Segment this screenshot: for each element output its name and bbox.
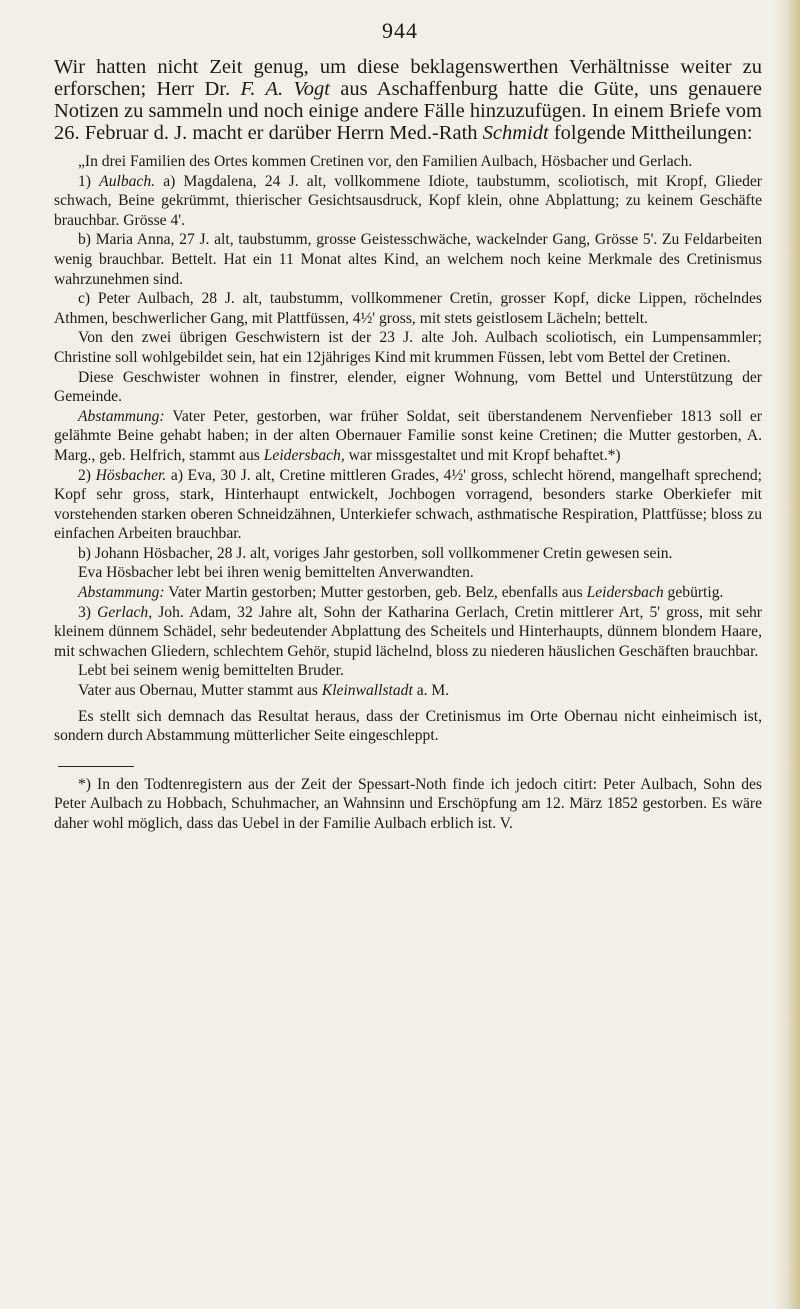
intro-text-3: folgende Mittheilungen:: [548, 122, 753, 144]
place-name: Kleinwallstadt: [321, 682, 413, 700]
paragraph-text: a) Eva, 30 J. alt, Cretine mittleren Grades, 4½' gross, schlecht hörend, mangelhaft sprechend; Kopf sehr gross, stark, Hinterhaupt entwickelt, Jochbogen vorragend, besonders starke Oberkiefer mit vorstehenden starken oberen Schneidzähnen, Unterkiefer schwach, asthmatische Respiration, Plattfüsse; bloss zu einfachen Arbeiten brauchbar.: [54, 466, 762, 543]
footnote: *) In den Todtenregistern aus der Zeit der Spessart-Noth finde ich jedoch citirt: Peter Aulbach, Sohn des Peter Aulbach zu Hobbach, Schuhmacher, an Wahnsinn und Erschöpfung am 12. März 1852 gestorben. Es wäre daher wohl möglich, dass das Uebel in der Familie Aulbach erblich ist. V.: [54, 775, 762, 832]
paragraph-text: c) Peter Aulbach, 28 J. alt, taubstumm, vollkommener Cretin, grosser Kopf, dicke Lippen, röchelndes Athmen, beschwerlicher Gang, mit Plattfüssen, 4½' gross, mit stets geistlosem Lächeln; bettelt.: [54, 290, 762, 327]
section-heading: Gerlach,: [97, 603, 153, 621]
body-paragraph: [54, 707, 762, 746]
page-content: [54, 56, 762, 834]
body-paragraph: [54, 152, 762, 172]
paragraph-text: Es stellt sich demnach das Resultat heraus, dass der Cretinismus im Orte Obernau nicht einheimisch ist, sondern durch Abstammung mütterlicher Seite eingeschleppt.: [54, 707, 762, 745]
paragraph-text: Von den zwei übrigen Geschwistern ist der 23 J. alte Joh. Aulbach scoliotisch, ein Lumpensammler; Christine soll wohlgebildet sein, hat ein 12jähriges Kind mit krummen Füssen, lebt vom Bettel der Cretinen.: [54, 329, 762, 366]
body-paragraph: [54, 407, 762, 466]
body-paragraph: [54, 172, 762, 231]
place-name: Leidersbach: [586, 584, 664, 602]
body-paragraph: [54, 466, 762, 544]
body-paragraph: [54, 681, 762, 701]
paragraph-tail: war missgestaltet und mit Kropf behaftet.*): [344, 446, 621, 464]
paragraph-text: b) Maria Anna, 27 J. alt, taubstumm, grosse Geistesschwäche, wackelnder Gang, Grösse 5'. Zu Feldarbeiten wenig brauchbar. Bettelt. Hat ein 11 Monat altes Kind, an welchem noch keine Merkmale des Cretinismus wahrzunehmen sind.: [54, 231, 762, 288]
paragraph-text: a) Magdalena, 24 J. alt, vollkommene Idiote, taubstumm, scoliotisch, mit Kropf, Glieder schwach, Beine gekrümmt, thierischer Gesichtsausdruck, Kopf klein, ohne Abplattung; zu keinem Geschäfte brauchbar. Grösse 4'.: [54, 172, 762, 229]
letter-body: [54, 152, 762, 746]
paragraph-text: Vater Peter, gestorben, war früher Soldat, seit überstandenem Nervenfieber 1813 soll er gelähmte Beine gehabt haben; in der alten Obernauer Familie sonst keine Cretinen; die Mutter gestorben, A. Marg., geb. Helfrich, stammt aus: [54, 407, 762, 464]
body-paragraph: [54, 328, 762, 367]
paragraph-text: Vater Martin gestorben; Mutter gestorben, geb. Belz, ebenfalls aus: [164, 584, 587, 602]
intro-paragraph: [54, 56, 762, 144]
body-paragraph: [54, 544, 762, 564]
section-heading: Hösbacher.: [95, 466, 167, 484]
body-paragraph: [54, 603, 762, 662]
paragraph-text: „In drei Familien des Ortes kommen Cretinen vor, den Familien Aulbach, Hösbacher und Gerlach.: [78, 153, 693, 170]
item-number: 2): [78, 466, 96, 484]
intro-text: Wir hatten nicht Zeit genug, um diese beklagenswerthen Verhältnisse weiter zu erforschen; Herr Dr.: [54, 56, 762, 100]
author-name: F. A. Vogt: [240, 78, 330, 100]
paragraph-text: Lebt bei seinem wenig bemittelten Bruder.: [78, 662, 344, 680]
place-name: Leidersbach,: [263, 446, 345, 464]
recipient-name: Schmidt: [482, 122, 549, 144]
paragraph-text: Eva Hösbacher lebt bei ihren wenig bemittelten Anverwandten.: [78, 564, 474, 582]
body-paragraph: [54, 563, 762, 583]
paragraph-text: Vater aus Obernau, Mutter stammt aus: [78, 682, 322, 700]
body-paragraph: [54, 583, 762, 603]
intro-text-2: aus Aschaffenburg hatte die Güte, uns genauere Notizen zu sammeln und noch einige andere Fälle hinzuzufügen. In einem Briefe vom 26. Februar d. J. macht er darüber Herrn Med.-Rath: [54, 78, 762, 144]
paragraph-tail: gebürtig.: [663, 584, 724, 602]
paragraph-text: Diese Geschwister wohnen in finstrer, elender, eigner Wohnung, vom Bettel und Unterstützung der Gemeinde.: [54, 368, 762, 406]
paragraph-tail: a. M.: [412, 682, 450, 700]
body-paragraph: [54, 289, 762, 328]
paragraph-text: Joh. Adam, 32 Jahre alt, Sohn der Katharina Gerlach, Cretin mittlerer Art, 5' gross, mit sehr kleinem dünnem Schädel, sehr bedeutender Abplattung des Scheitels und Hinterhaupts, dünnem blondem Haare, mit schwachen Gliedern, schlechtem Gehör, stupid lächelnd, bloss zu niederen häuslichen Geschäften brauchbar.: [54, 603, 762, 660]
page-number: 944: [382, 18, 418, 43]
item-number: 3): [78, 603, 98, 621]
page-edge: [774, 0, 800, 1309]
item-number: 1): [78, 172, 100, 190]
body-paragraph: [54, 230, 762, 289]
body-paragraph: [54, 661, 762, 681]
paragraph-text: b) Johann Hösbacher, 28 J. alt, voriges Jahr gestorben, soll vollkommener Cretin gewesen sein.: [78, 544, 673, 562]
footnote-divider: [58, 766, 134, 767]
section-heading: Abstammung:: [78, 407, 165, 425]
body-paragraph: [54, 368, 762, 407]
section-heading: Aulbach.: [99, 172, 156, 190]
section-heading: Abstammung:: [78, 584, 165, 602]
